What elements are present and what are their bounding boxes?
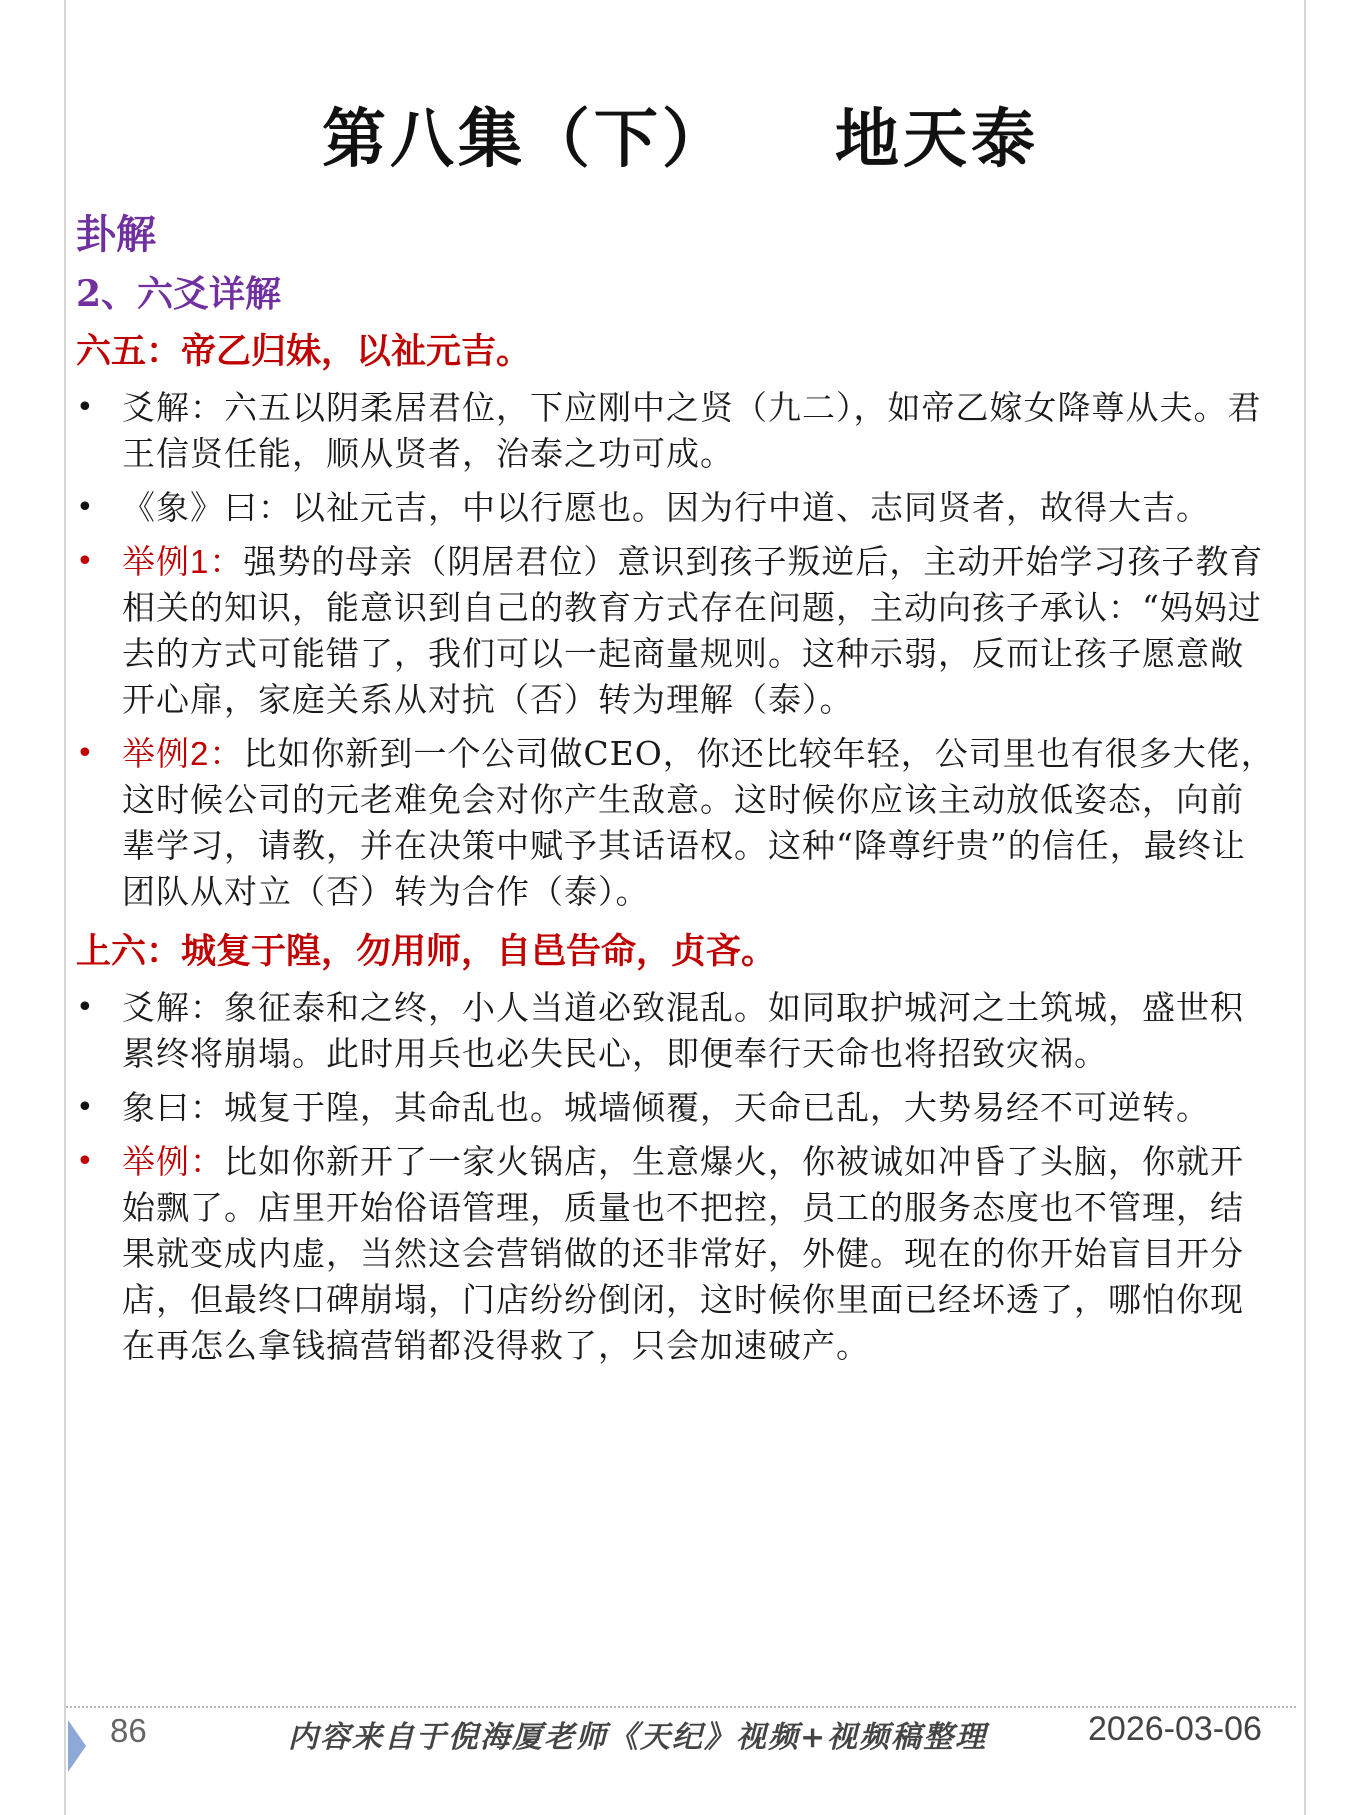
bullet-text: 强势的母亲（阴居君位）意识到孩子叛逆后，主动开始学习孩子教育相关的知识，能意识到自己的教育方式存在问题，主动向孩子承认：“妈妈过去的方式可能错了，我们可以一起商量规则。这种示弱，反而让孩子愿意敞开心扉，家庭关系从对抗（否）转为理解（泰）。 xyxy=(122,542,1264,719)
example-label: 举例1： xyxy=(122,543,244,580)
bullet-text: 爻解：六五以阴柔居君位，下应刚中之贤（九二），如帝乙嫁女降尊从夫。君王信贤任能，顺从贤者，治泰之功可成。 xyxy=(122,388,1262,473)
list-item-example xyxy=(76,1139,1276,1369)
list-item-example xyxy=(76,731,1276,915)
liuwu-bullet-list xyxy=(76,385,1276,915)
bullet-text: 象曰：城复于隍，其命乱也。城墙倾覆，天命已乱，大势易经不可逆转。 xyxy=(122,1088,1210,1127)
yao-heading-liuwu: 六五：帝乙归妹，以祉元吉。 xyxy=(76,331,532,372)
yao-heading-shangliu: 上六：城复于隍，勿用师，自邑告命，贞吝。 xyxy=(76,931,777,972)
list-item-example xyxy=(76,539,1276,723)
list-item xyxy=(76,985,1276,1077)
bullet-text: 爻解：象征泰和之终，小人当道必致混乱。如同取护城河之土筑城，盛世积累终将崩塌。此时用兵也必失民心，即便奉行天命也将招致灾祸。 xyxy=(122,988,1244,1073)
page-content xyxy=(76,205,1276,1377)
footer-date: 2026-03-06 xyxy=(1088,1710,1262,1748)
example-label: 举例2： xyxy=(122,735,244,772)
page-border-left xyxy=(64,0,66,1815)
example-label: 举例： xyxy=(122,1143,224,1180)
page-number: 86 xyxy=(110,1712,147,1749)
triangle-arrow-icon xyxy=(68,1720,86,1772)
list-item xyxy=(76,485,1276,531)
footer-divider xyxy=(66,1706,1296,1708)
subsection-heading: 2、六爻详解 xyxy=(76,273,282,315)
list-item xyxy=(76,1085,1276,1131)
bullet-text: 比如你新开了一家火锅店，生意爆火，你被诚如冲昏了头脑，你就开始飘了。店里开始俗语管理，质量也不把控，员工的服务态度也不管理，结果就变成内虚，当然这会营销做的还非常好，外健。现在的你开始盲目开分店，但最终口碑崩塌，门店纷纷倒闭，这时候你里面已经坏透了，哪怕你现在再怎么拿钱搞营销都没得救了，只会加速破产。 xyxy=(122,1142,1244,1365)
page-title: 第八集（下） 地天泰 xyxy=(321,102,1040,177)
footer-source-note: 内容来自于倪海厦老师《天纪》视频+视频稿整理 xyxy=(288,1720,988,1755)
shangliu-bullet-list xyxy=(76,985,1276,1369)
bullet-text: 《象》曰：以祉元吉，中以行愿也。因为行中道、志同贤者，故得大吉。 xyxy=(122,488,1210,527)
list-item xyxy=(76,385,1276,477)
section-heading: 卦解 xyxy=(76,211,156,258)
page-border-right xyxy=(1304,0,1306,1815)
bullet-text: 比如你新到一个公司做CEO，你还比较年轻，公司里也有很多大佬，这时候公司的元老难免会对你产生敌意。这时候你应该主动放低姿态，向前辈学习，请教，并在决策中赋予其话语权。这种“降尊纡贵”的信任，最终让团队从对立（否）转为合作（泰）。 xyxy=(122,734,1275,911)
